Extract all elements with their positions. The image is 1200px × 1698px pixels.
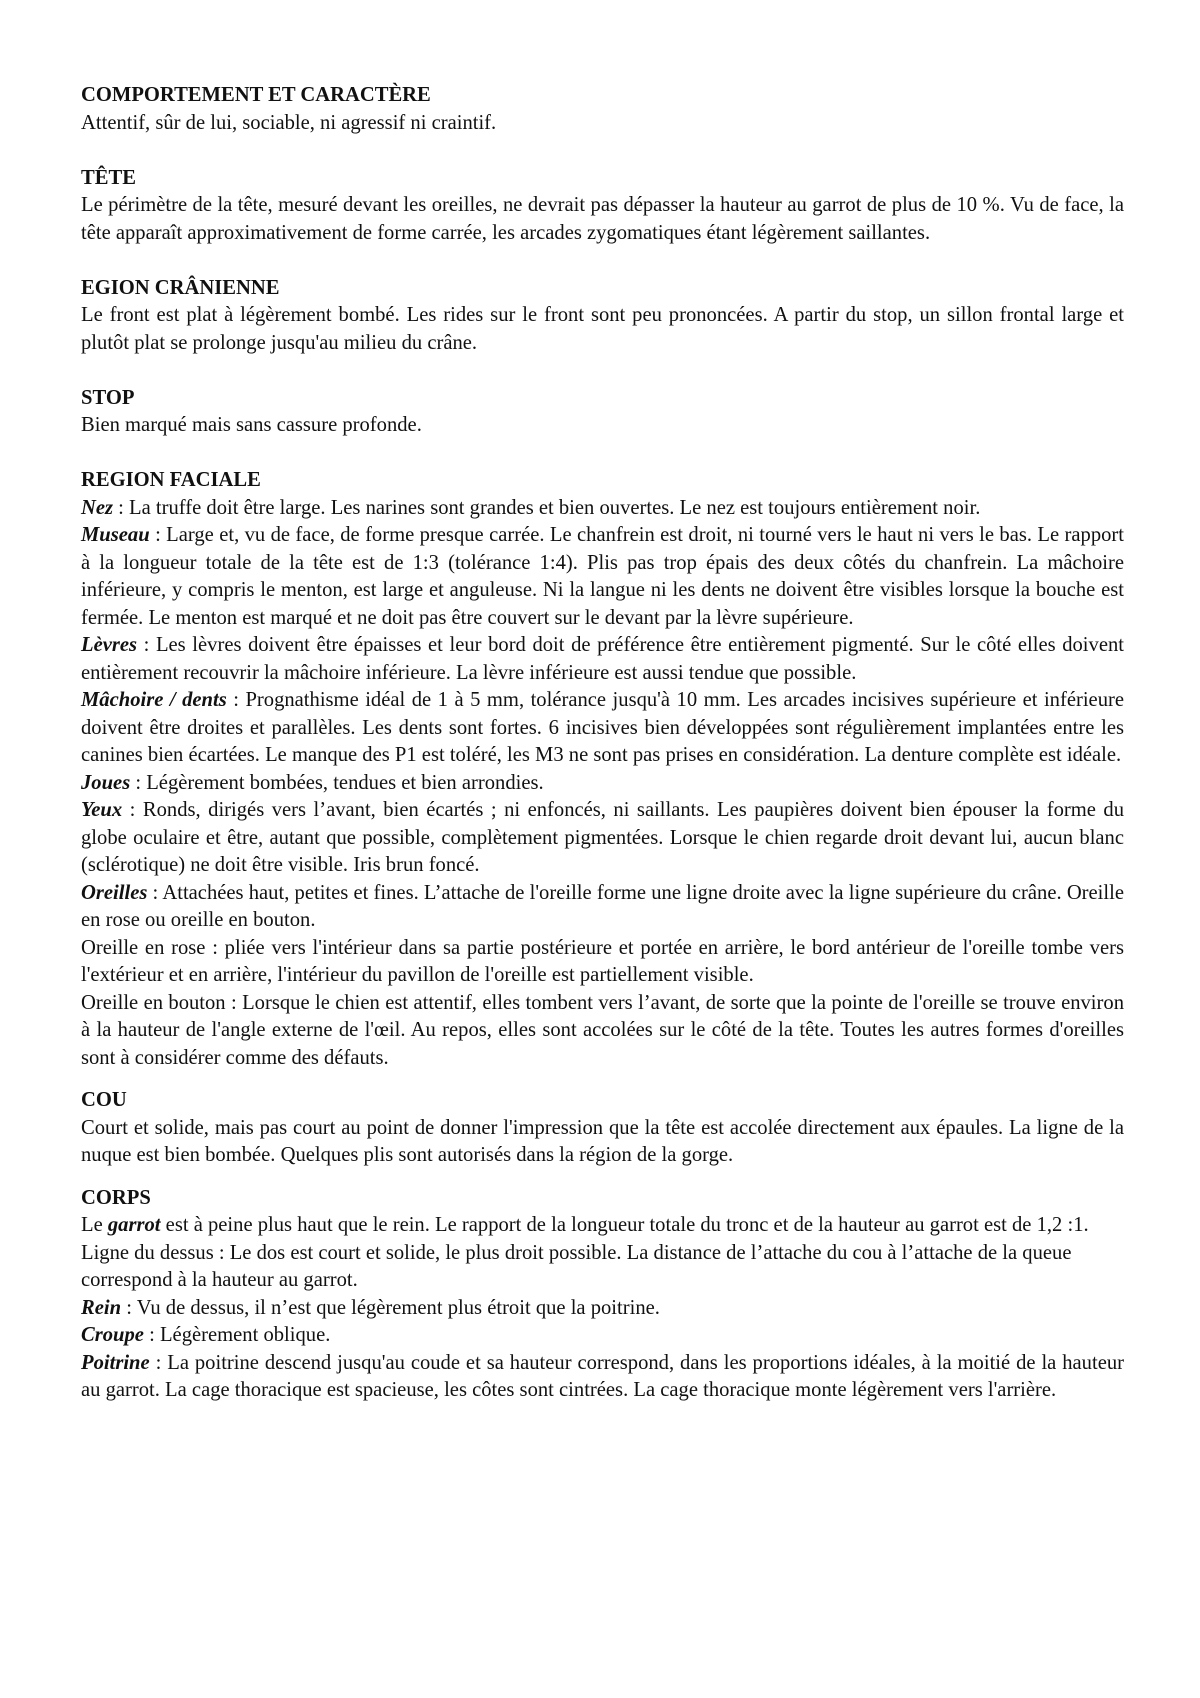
term-label: Poitrine <box>81 1351 150 1374</box>
term-label: garrot <box>107 1214 161 1236</box>
section-heading: REGION FACIALE <box>81 469 261 491</box>
paragraph-levres <box>81 632 1124 687</box>
section-region-cranienne <box>81 275 1124 358</box>
term-label: Joues <box>81 771 131 794</box>
paragraph-museau <box>81 522 1124 632</box>
term-label: Mâchoire / dents <box>81 689 227 711</box>
paragraph-garrot <box>81 1212 1124 1240</box>
section-heading: COMPORTEMENT ET CARACTÈRE <box>81 84 431 106</box>
paragraph-text: : Ronds, dirigés vers l’avant, bien écartés ; ni enfoncés, ni saillants. Les paupières doivent bien épouser la forme du globe oculaire et être, autant que possible, complètement pigmentées. Lorsque le chien regarde droit devant lui, aucun blanc (sclérotique) ne doit être visible. Iris brun foncé. <box>81 799 1124 876</box>
paragraph-text: : Prognathisme idéal de 1 à 5 mm, tolérance jusqu'à 10 mm. Les arcades incisives supérieure et inférieure doivent être droites et parallèles. Les dents sont fortes. 6 incisives bien développées sont régulièrement implantées entre les canines bien écartées. Le manque des P1 est toléré, les M3 ne sont pas prises en considération. La denture complète est idéale. <box>81 689 1124 766</box>
section-heading: TÊTE <box>81 166 136 189</box>
paragraph-text: : La truffe doit être large. Les narines sont grandes et bien ouvertes. Le nez est toujours entièrement noir. <box>113 496 981 519</box>
section-comportement <box>81 82 1124 137</box>
section-heading: CORPS <box>81 1186 151 1209</box>
paragraph-text: : Attachées haut, petites et fines. L’attache de l'oreille forme une ligne droite avec la ligne supérieure du crâne. Oreille en rose ou oreille en bouton. <box>81 881 1124 931</box>
paragraph-ligne-du-dessus: Ligne du dessus : Le dos est court et solide, le plus droit possible. La distance de l’attache du cou à l’attache de la queue correspond à la hauteur au garrot. <box>81 1241 1072 1291</box>
paragraph-croupe <box>81 1322 1124 1350</box>
paragraph-poitrine <box>81 1350 1124 1405</box>
paragraph: Le front est plat à légèrement bombé. Les rides sur le front sont peu prononcées. A partir du stop, un sillon frontal large et plutôt plat se prolonge jusqu'au milieu du crâne. <box>81 304 1124 354</box>
paragraph-text: : La poitrine descend jusqu'au coude et sa hauteur correspond, dans les proportions idéales, à la moitié de la hauteur au garrot. La cage thoracique est spacieuse, les côtes sont cintrées. La cage thoracique monte légèrement vers l'arrière. <box>81 1351 1124 1401</box>
paragraph-text: : Légèrement oblique. <box>143 1324 331 1346</box>
section-stop <box>81 385 1124 440</box>
paragraph-prefix: Le <box>81 1214 108 1236</box>
section-tete <box>81 165 1124 248</box>
paragraph-oreille-en-bouton: Oreille en bouton : Lorsque le chien est attentif, elles tombent vers l’avant, de sorte que la pointe de l'oreille se trouve environ à la hauteur de l'angle externe de l'œil. Au repos, elles sont accolées sur le côté de la tête. Toutes les autres formes d'oreilles sont à considérer comme des défauts. <box>81 991 1124 1069</box>
term-label: Rein <box>81 1296 122 1319</box>
paragraph-oreille-en-rose: Oreille en rose : pliée vers l'intérieur dans sa partie postérieure et portée en arrière, le bord antérieur de l'oreille tombe vers l'extérieur et en arrière, l'intérieur du pavillon de l'oreille est partiellement visible. <box>81 936 1124 986</box>
paragraph: Bien marqué mais sans cassure profonde. <box>81 414 422 436</box>
term-label: Museau <box>81 524 150 546</box>
term-label: Oreilles <box>81 881 148 904</box>
paragraph-joues <box>81 770 1124 798</box>
term-label: Yeux <box>81 799 123 821</box>
paragraph-text: : Légèrement bombées, tendues et bien arrondies. <box>130 771 544 794</box>
paragraph-nez <box>81 495 1124 523</box>
paragraph-text: est à peine plus haut que le rein. Le rapport de la longueur totale du tronc et de la hauteur au garrot est de 1,2 :1. <box>160 1214 1089 1236</box>
paragraph: Attentif, sûr de lui, sociable, ni agressif ni craintif. <box>81 111 497 134</box>
paragraph-machoire <box>81 687 1124 770</box>
section-cou <box>81 1087 1124 1170</box>
section-corps <box>81 1185 1124 1405</box>
paragraph-text: : Large et, vu de face, de forme presque carrée. Le chanfrein est droit, ni tourné vers le haut ni vers le bas. Le rapport à la longueur totale de la tête est de 1:3 (tolérance 1:4). Plis pas trop épais des deux côtés du chanfrein. La mâchoire inférieure, y compris le menton, est large et anguleuse. Ni la langue ni les dents ne doivent être visibles lorsque la bouche est fermée. Le menton est marqué et ne doit pas être couvert sur le devant par la lèvre supérieure. <box>81 524 1124 629</box>
term-label: Croupe <box>81 1324 144 1346</box>
paragraph-oreilles <box>81 880 1124 935</box>
section-heading: STOP <box>81 386 135 409</box>
term-label: Nez <box>81 496 114 519</box>
term-label: Lèvres <box>81 634 138 656</box>
paragraph-text: : Vu de dessus, il n’est que légèrement plus étroit que la poitrine. <box>121 1296 660 1319</box>
paragraph-text: : Les lèvres doivent être épaisses et leur bord doit de préférence être entièrement pigmenté. Sur le côté elles doivent entièrement recouvrir la mâchoire inférieure. La lèvre inférieure est aussi tendue que possible. <box>81 634 1124 684</box>
section-heading: EGION CRÂNIENNE <box>81 276 280 299</box>
paragraph-yeux <box>81 797 1124 880</box>
paragraph: Court et solide, mais pas court au point de donner l'impression que la tête est accolée directement aux épaules. La ligne de la nuque est bien bombée. Quelques plis sont autorisés dans la région de la gorge. <box>81 1116 1124 1166</box>
paragraph: Le périmètre de la tête, mesuré devant les oreilles, ne devrait pas dépasser la hauteur au garrot de plus de 10 %. Vu de face, la tête apparaît approximativement de forme carrée, les arcades zygomatiques étant légèrement saillantes. <box>81 194 1124 244</box>
section-heading: COU <box>81 1089 127 1111</box>
section-region-faciale <box>81 467 1124 1072</box>
paragraph-rein <box>81 1295 1124 1323</box>
